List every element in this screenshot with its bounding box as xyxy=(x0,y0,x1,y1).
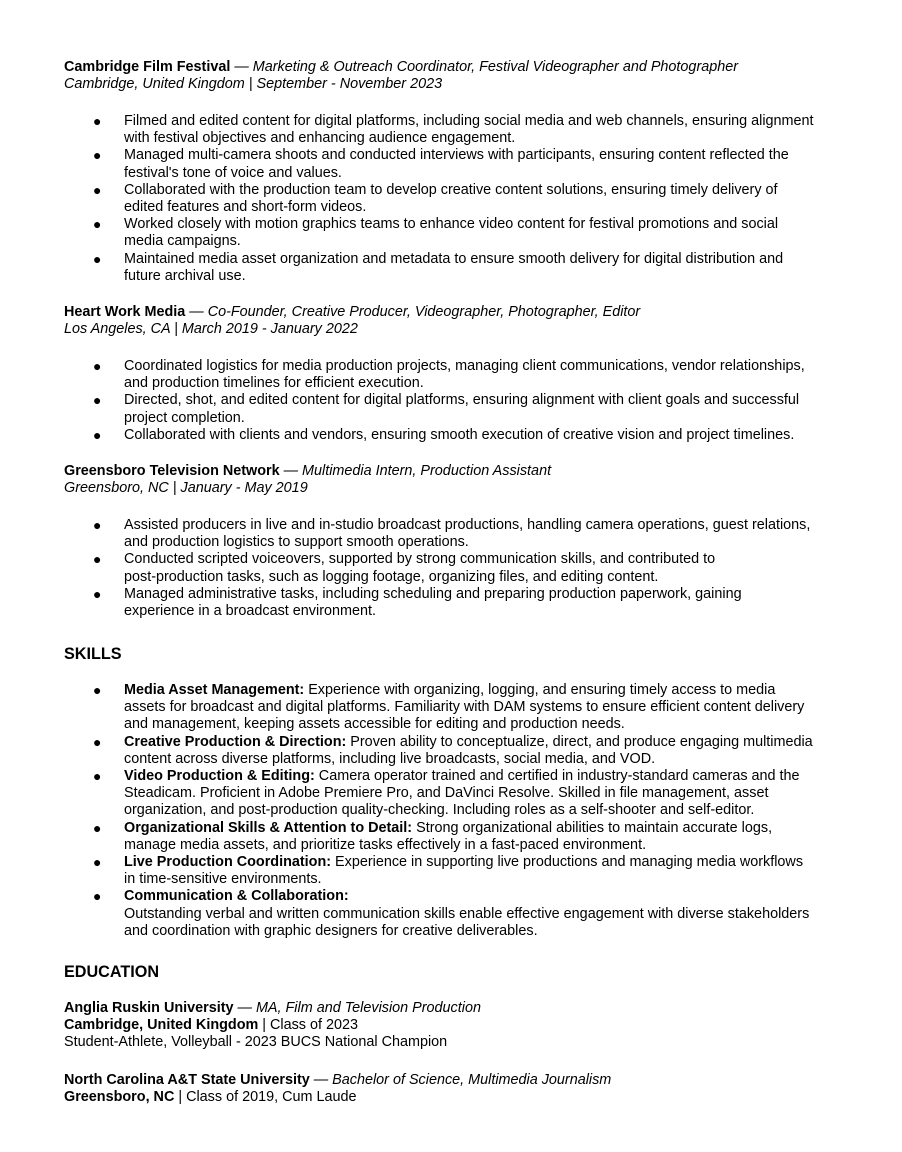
list-item: ● Organizational Skills & Attention to Detail: Strong organizational abilities to maintain accurate logs, manage media assets, and prioritize tasks effectively in a fast-paced environment. xyxy=(93,819,773,853)
skills-heading: SKILLS xyxy=(64,645,122,663)
org-name: Greensboro Television Network xyxy=(64,463,280,479)
job-bullets xyxy=(64,113,844,285)
list-item: ● Collaborated with clients and vendors, ensuring smooth execution of creative vision and project timelines. xyxy=(93,426,795,443)
job-meta: Los Angeles, CA | March 2019 - January 2022 xyxy=(64,321,358,338)
degree: Bachelor of Science, Multimedia Journalism xyxy=(332,1072,612,1088)
list-item: ● Worked closely with motion graphics teams to enhance video content for festival promotions and social media campaigns. xyxy=(93,216,779,250)
list-item: ● Assisted producers in live and in-studio broadcast productions, handling camera operations, guest relations, and production logistics to support smooth operations. xyxy=(93,517,811,551)
list-item: ● Coordinated logistics for media production projects, managing client communications, vendor relationships, and production timelines for efficient execution. xyxy=(93,358,805,392)
skill-label: Communication & Collaboration: xyxy=(124,888,349,905)
skills-list xyxy=(64,682,844,940)
list-item: ● Managed administrative tasks, including scheduling and preparing production paperwork, gaining experience in a broadcast environment. xyxy=(93,585,742,620)
job-entry xyxy=(64,304,844,338)
list-item: ● Live Production Coordination: Experience in supporting live productions and managing media workflows in time-sensitive environments. xyxy=(93,854,804,888)
skill-label: Organizational Skills & Attention to Detail: xyxy=(124,819,413,836)
school-entry: Anglia Ruskin University — MA, Film and Television Production Cambridge, United Kingdom | Class of 2023 Student-Athlete, Volleyball - 2023 BUCS National Champion xyxy=(64,1000,844,1052)
class-year: | Class of 2023 xyxy=(258,1017,359,1034)
job-role: Marketing & Outreach Coordinator, Festival Videographer and Photographer xyxy=(252,59,739,75)
job-entry xyxy=(64,59,844,93)
list-item: ● Collaborated with the production team to develop creative content solutions, ensuring timely delivery of edited features and short-form videos. xyxy=(93,181,778,216)
job-header: Cambridge Film Festival — Marketing & Outreach Coordinator, Festival Videographer and Photographer xyxy=(64,59,739,75)
job-header: Greensboro Television Network — Multimedia Intern, Production Assistant xyxy=(64,463,552,479)
list-item: ● Video Production & Editing: Camera operator trained and certified in industry-standard cameras and the Steadicam. Proficient in Adobe Premiere Pro, and DaVinci Resolve. Skilled in file management, asset organization, and post-production quality-checking. Including roles as a self-shooter and self-editor. xyxy=(93,768,800,819)
school-entry: North Carolina A&T State University — Bachelor of Science, Multimedia Journalism Greensboro, NC | Class of 2019, Cum Laude xyxy=(64,1072,612,1106)
skill-label: Creative Production & Direction: xyxy=(124,733,347,750)
list-item: ● Managed multi-camera shoots and conducted interviews with participants, ensuring content reflected the festival's tone of voice and values. xyxy=(93,147,789,181)
org-name: Cambridge Film Festival xyxy=(64,59,231,75)
school-location: Greensboro, NC xyxy=(64,1089,175,1106)
job-role: Multimedia Intern, Production Assistant xyxy=(302,463,552,479)
job-bullets xyxy=(64,358,844,444)
skill-label: Video Production & Editing: xyxy=(124,768,315,785)
job-meta: Greensboro, NC | January - May 2019 xyxy=(64,480,308,497)
degree: MA, Film and Television Production xyxy=(255,1000,481,1016)
list-item: ● Conducted scripted voiceovers, supported by strong communication skills, and contributed to post-production tasks, such as logging footage, organizing files, and editing content. xyxy=(93,551,716,585)
job-header: Heart Work Media — Co-Founder, Creative Producer, Videographer, Photographer, Editor xyxy=(64,304,641,320)
list-item: ● Directed, shot, and edited content for digital platforms, ensuring alignment with client goals and successful project completion. xyxy=(93,392,800,426)
list-item: ● Maintained media asset organization and metadata to ensure smooth delivery for digital distribution and future archival use. xyxy=(93,250,784,284)
job-role: Co-Founder, Creative Producer, Videographer, Photographer, Editor xyxy=(207,304,641,320)
class-year: | Class of 2019, Cum Laude xyxy=(174,1089,357,1106)
list-item: ● Creative Production & Direction: Proven ability to conceptualize, direct, and produce engaging multimedia content across diverse platforms, including live broadcasts, social media, and VOD. xyxy=(93,733,813,767)
school-name: North Carolina A&T State University xyxy=(64,1072,310,1088)
list-item: ● Filmed and edited content for digital platforms, including social media and web channels, ensuring alignment with festival objectives and enhancing audience engagement. xyxy=(93,113,814,147)
skill-label: Live Production Coordination: xyxy=(124,854,332,871)
job-bullets xyxy=(64,517,844,620)
job-entry xyxy=(64,463,844,497)
skill-label: Media Asset Management: xyxy=(124,682,305,698)
org-name: Heart Work Media xyxy=(64,304,186,320)
list-item: ● Communication & Collaboration: Outstanding verbal and written communication skills enable effective engagement with diverse stakeholders and coordination with graphic designers for creative deliverables. xyxy=(93,888,810,939)
school-location: Cambridge, United Kingdom xyxy=(64,1017,259,1034)
job-meta: Cambridge, United Kingdom | September - November 2023 xyxy=(64,76,443,93)
school-note: Student-Athlete, Volleyball - 2023 BUCS National Champion xyxy=(64,1034,448,1051)
education-heading: EDUCATION xyxy=(64,963,160,981)
list-item: ● Media Asset Management: Experience with organizing, logging, and ensuring timely access to media assets for broadcast and digital platforms. Familiarity with DAM systems to ensure efficient content delivery and management, keeping assets accessible for editing and production needs. xyxy=(93,682,805,733)
school-name: Anglia Ruskin University xyxy=(64,1000,234,1016)
